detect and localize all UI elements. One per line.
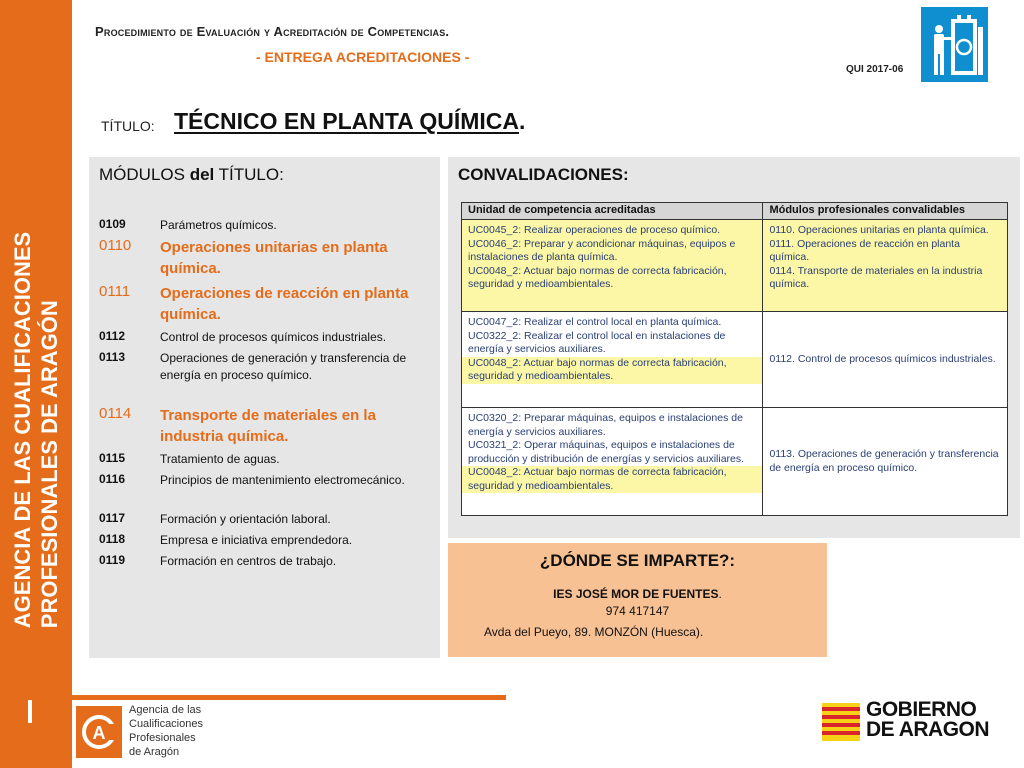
side-title-text <box>9 232 63 628</box>
chemical-plant-worker-icon <box>921 7 988 82</box>
modules-cell <box>763 408 1008 516</box>
convalidaciones-header: CONVALIDACIONES: <box>458 165 629 184</box>
agencia-name-line: de Aragón <box>129 746 180 758</box>
unit-item-highlighted: UC0048_2: Actuar bajo normas de correcta fabricación, seguridad y medioambientales. <box>462 357 762 384</box>
modules-header <box>99 165 284 185</box>
modules-header-b: del <box>189 165 215 184</box>
module-name: Operaciones unitarias en planta química. <box>160 239 388 277</box>
title-text: TÉCNICO EN PLANTA QUÍMICA <box>174 108 519 134</box>
module-code: 0112 <box>99 329 126 343</box>
unit-item: UC0046_2: Preparar y acondicionar máquinas, equipos e instalaciones de planta química. <box>468 237 736 263</box>
module-ref: 0113. Operaciones de generación y transferencia de energía en proceso químico. <box>769 448 999 474</box>
convalidaciones-table <box>461 202 1008 516</box>
module-code: 0110 <box>99 237 132 254</box>
procedure-title: Procedimiento de Evaluación y Acreditación de Competencias. <box>95 24 450 39</box>
unit-item: UC0047_2: Realizar el control local en planta química. <box>468 316 722 328</box>
agencia-name <box>129 703 203 759</box>
side-title-line2: PROFESIONALES DE ARAGÓN <box>37 300 62 629</box>
agencia-name-line: Profesionales <box>129 732 196 744</box>
table-row <box>462 220 1008 312</box>
school-name-text: IES JOSÉ MOR DE FUENTES <box>553 587 719 601</box>
unit-item-highlighted: UC0048_2: Actuar bajo normas de correcta fabricación, seguridad y medioambientales. <box>462 466 762 493</box>
module-name: Operaciones de generación y transferencia de energía en proceso químico. <box>160 351 407 382</box>
module-code: 0113 <box>99 350 126 364</box>
modules-cell <box>763 312 1008 408</box>
modules-panel <box>89 157 440 658</box>
school-phone: 974 417147 <box>605 604 670 618</box>
gobierno-logo-text <box>866 700 989 740</box>
module-name: Formación y orientación laboral. <box>160 512 331 526</box>
module-code: 0114 <box>99 405 132 422</box>
modules-cell <box>763 220 1008 312</box>
document-code: QUI 2017-06 <box>846 64 904 75</box>
module-code: 0111 <box>99 283 131 300</box>
title-dot: . <box>519 108 526 134</box>
agencia-logo-letter: A <box>92 723 106 743</box>
units-cell <box>462 312 763 408</box>
school-name-dot: . <box>718 587 722 601</box>
module-code: 0115 <box>99 451 126 465</box>
module-code: 0117 <box>99 511 126 525</box>
module-name: Principios de mantenimiento electromecánico. <box>160 473 405 487</box>
school-address: Avda del Pueyo, 89. MONZÓN (Huesca). <box>484 625 704 639</box>
unit-item: UC0320_2: Preparar máquinas, equipos e instalaciones de energía y servicios auxiliares. <box>468 412 743 438</box>
side-title-line1: AGENCIA DE LAS CUALIFICACIONES <box>10 231 35 629</box>
module-ref: 0112. Control de procesos químicos industriales. <box>769 352 996 365</box>
aragon-flag-icon <box>822 703 860 741</box>
procedure-subtitle: - ENTREGA ACREDITACIONES - <box>256 49 470 65</box>
module-name: Control de procesos químicos industriales. <box>160 330 387 344</box>
column-header-units: Unidad de competencia acreditadas <box>462 203 763 220</box>
gobierno-line1: GOBIERNO <box>866 698 977 721</box>
module-ref: 0111. Operaciones de reacción en planta química. <box>769 237 960 263</box>
module-code: 0116 <box>99 472 126 486</box>
unit-item: UC0045_2: Realizar operaciones de proceso químico. <box>468 224 721 236</box>
modules-header-c: TÍTULO: <box>214 165 284 184</box>
title-value <box>174 108 525 135</box>
unit-item: UC0321_2: Operar máquinas, equipos e instalaciones de producción y distribución de energías y servicios auxiliares. <box>468 439 745 465</box>
module-ref: 0110. Operaciones unitarias en planta química. <box>769 224 989 236</box>
unit-item: UC0048_2: Actuar bajo normas de correcta fabricación, seguridad y medioambientales. <box>468 264 727 290</box>
unit-item: UC0322_2: Realizar el control local en instalaciones de energía y servicios auxiliares. <box>468 329 726 355</box>
table-row <box>462 408 1008 516</box>
agencia-cualificaciones-logo <box>76 706 122 758</box>
title-label: TÍTULO: <box>101 118 155 134</box>
module-code: 0109 <box>99 217 126 231</box>
agencia-name-line: Agencia de las <box>129 704 202 716</box>
module-name: Operaciones de reacción en planta química. <box>160 285 409 323</box>
units-cell <box>462 408 763 516</box>
module-ref: 0114. Transporte de materiales en la industria química. <box>769 264 983 290</box>
units-cell <box>462 220 763 312</box>
module-name: Tratamiento de aguas. <box>160 452 280 466</box>
module-code: 0118 <box>99 532 126 546</box>
module-name: Empresa e iniciativa emprendedora. <box>160 533 353 547</box>
donde-panel <box>448 543 827 657</box>
module-code: 0119 <box>99 553 126 567</box>
column-header-modules: Módulos profesionales convalidables <box>763 203 1008 220</box>
module-name: Transporte de materiales en la industria química. <box>160 407 376 445</box>
modules-header-a: MÓDULOS <box>99 165 190 184</box>
module-name: Formación en centros de trabajo. <box>160 554 337 568</box>
table-header-row <box>462 203 1008 220</box>
module-name: Parámetros químicos. <box>160 218 277 232</box>
school-name <box>448 587 827 601</box>
side-title <box>0 0 72 690</box>
donde-header: ¿DÓNDE SE IMPARTE?: <box>539 551 736 570</box>
agencia-name-line: Cualificaciones <box>129 718 203 730</box>
table-row <box>462 312 1008 408</box>
bottom-rule <box>0 695 506 700</box>
gobierno-line2: DE ARAGON <box>866 718 990 741</box>
